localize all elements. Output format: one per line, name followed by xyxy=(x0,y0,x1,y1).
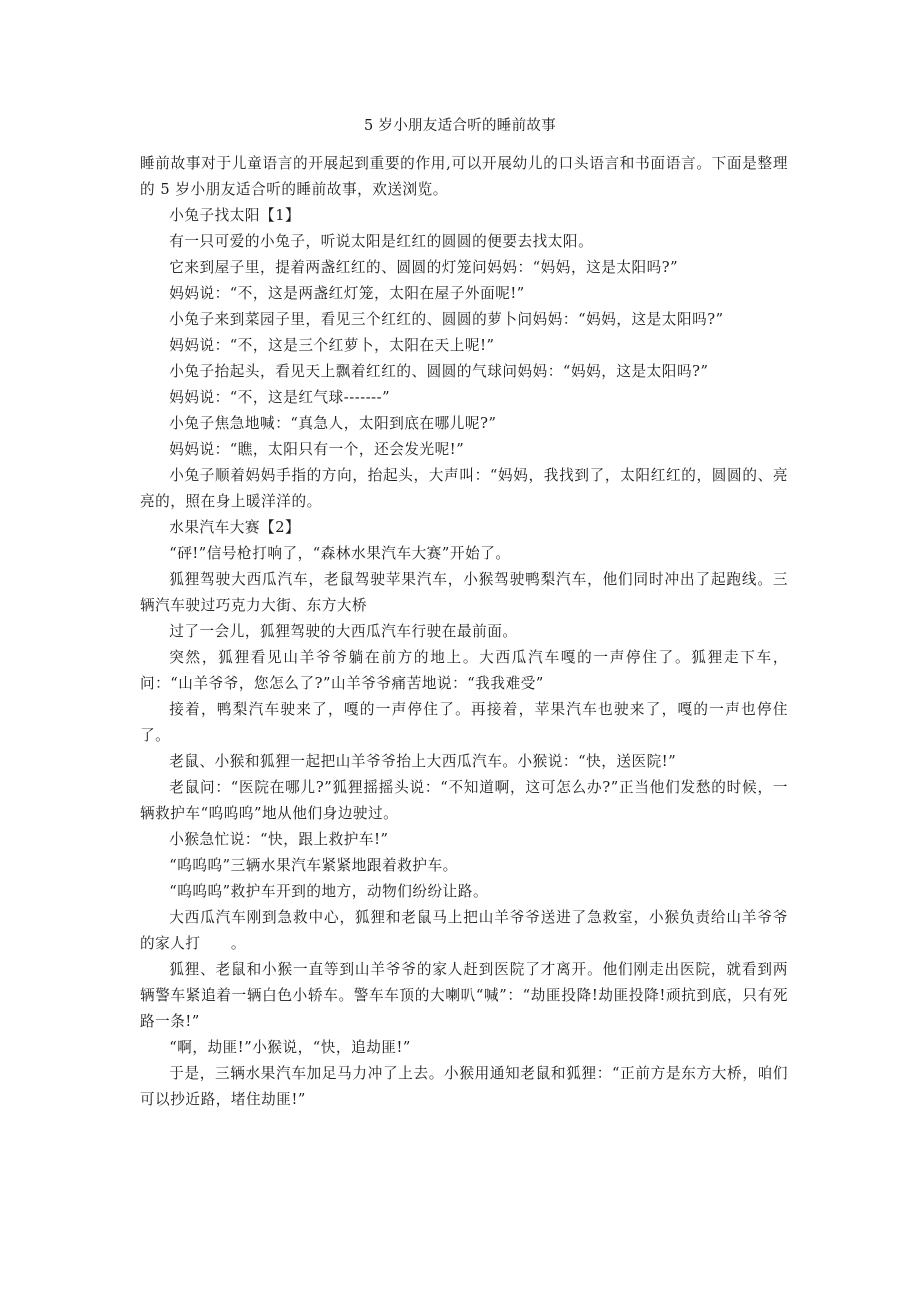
intro-paragraph: 睡前故事对于儿童语言的开展起到重要的作用,可以开展幼儿的口头语言和书面语言。下面是整理的 5 岁小朋友适合听的睡前故事，欢送浏览。 xyxy=(140,155,788,198)
paragraph: 狐狸驾驶大西瓜汽车，老鼠驾驶苹果汽车，小猴驾驶鸭梨汽车，他们同时冲出了起跑线。三辆汽车驶过巧克力大街、东方大桥 xyxy=(140,571,788,614)
paragraph: 老鼠、小猴和狐狸一起把山羊爷爷抬上大西瓜汽车。小猴说：“快，送医院!” xyxy=(169,753,677,770)
paragraph: 妈妈说：“不，这是三个红萝卜，太阳在天上呢!” xyxy=(169,337,495,354)
paragraph: 突然，狐狸看见山羊爷爷躺在前方的地上。大西瓜汽车嘎的一声停住了。狐狸走下车，问：“山羊爷爷，您怎么了?”山羊爷爷痛苦地说：“我我难受” xyxy=(140,649,788,692)
paragraph: 妈妈说：“瞧，太阳只有一个，还会发光呢!” xyxy=(169,441,465,458)
paragraph: “砰!”信号枪打响了，“森林水果汽车大赛”开始了。 xyxy=(169,545,511,562)
paragraph: 妈妈说：“不，这是红气球-------” xyxy=(169,389,391,406)
paragraph: 它来到屋子里，提着两盏红红的、圆圆的灯笼问妈妈：“妈妈，这是太阳吗?” xyxy=(169,259,679,276)
paragraph: 过了一会儿，狐狸驾驶的大西瓜汽车行驶在最前面。 xyxy=(169,623,518,640)
paragraph: “呜呜呜”救护车开到的地方，动物们纷纷让路。 xyxy=(169,883,489,900)
document-body xyxy=(140,151,788,1113)
paragraph: “呜呜呜”三辆水果汽车紧紧地跟着救护车。 xyxy=(169,857,458,874)
paragraph: 狐狸、老鼠和小猴一直等到山羊爷爷的家人赶到医院了才离开。他们刚走出医院，就看到两辆警车紧追着一辆白色小轿车。警车车顶的大喇叭“喊”：“劫匪投降!劫匪投降!顽抗到底，只有死路一条!” xyxy=(140,961,788,1030)
paragraph: “啊，劫匪!”小猴说，“快，追劫匪!” xyxy=(169,1039,411,1056)
story-heading: 小兔子找太阳【1】 xyxy=(169,207,301,224)
paragraph: 小猴急忙说：“快，跟上救护车!” xyxy=(169,831,389,848)
paragraph: 妈妈说：“不，这是两盏红灯笼，太阳在屋子外面呢!” xyxy=(169,285,525,302)
paragraph: 小兔子焦急地喊：“真急人，太阳到底在哪儿呢?” xyxy=(169,415,497,432)
paragraph: 大西瓜汽车刚到急救中心，狐狸和老鼠马上把山羊爷爷送进了急救室，小猴负责给山羊爷爷的家人打 。 xyxy=(140,909,788,952)
story-heading: 水果汽车大赛【2】 xyxy=(169,519,301,536)
paragraph: 接着，鸭梨汽车驶来了，嘎的一声停住了。再接着，苹果汽车也驶来了，嘎的一声也停住了。 xyxy=(140,701,788,744)
paragraph: 有一只可爱的小兔子，听说太阳是红红的圆圆的便要去找太阳。 xyxy=(169,233,594,250)
paragraph: 小兔子顺着妈妈手指的方向，抬起头，大声叫：“妈妈，我找到了，太阳红红的，圆圆的、亮亮的，照在身上暖洋洋的。 xyxy=(140,467,788,510)
paragraph: 小兔子来到菜园子里，看见三个红红的、圆圆的萝卜问妈妈：“妈妈，这是太阳吗?” xyxy=(169,311,724,328)
document-title: 5 岁小朋友适合听的睡前故事 xyxy=(363,118,557,134)
paragraph: 于是，三辆水果汽车加足马力冲了上去。小猴用通知老鼠和狐狸：“正前方是东方大桥，咱们可以抄近路，堵住劫匪!” xyxy=(140,1065,788,1108)
paragraph: 老鼠问：“医院在哪儿?”狐狸摇摇头说：“不知道啊，这可怎么办?”正当他们发愁的时候，一辆救护车“呜呜呜”地从他们身边驶过。 xyxy=(140,779,788,822)
paragraph: 小兔子抬起头，看见天上飘着红红的、圆圆的气球问妈妈：“妈妈，这是太阳吗?” xyxy=(169,363,709,380)
